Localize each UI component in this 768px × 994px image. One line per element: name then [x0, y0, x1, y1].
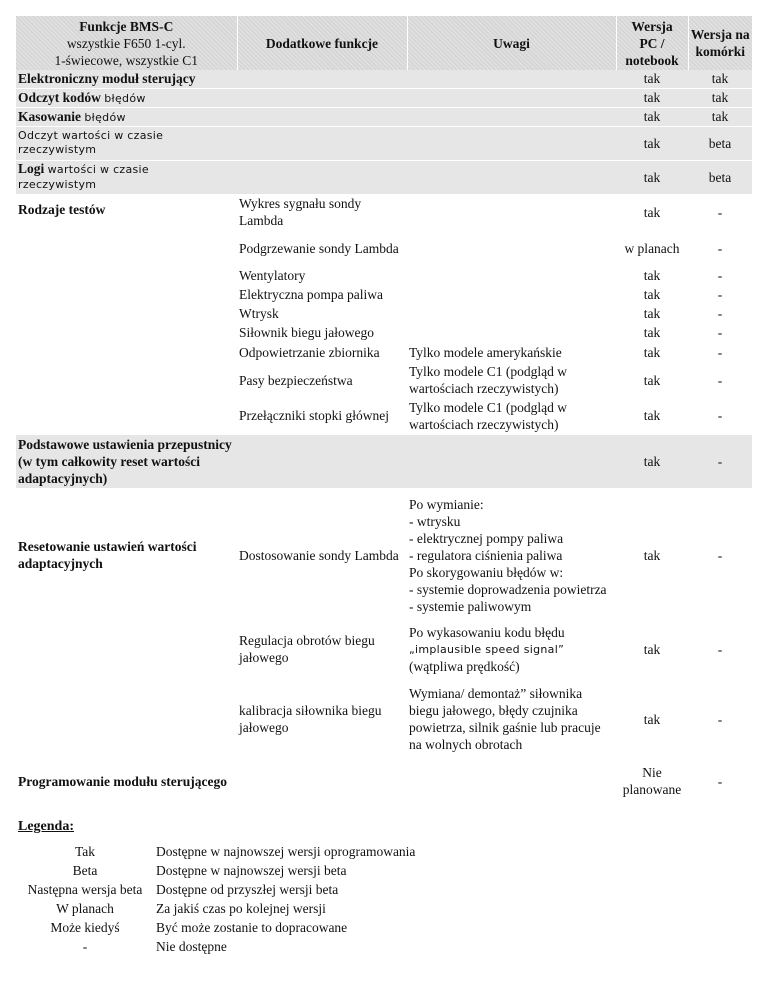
table-row: Przełączniki stopki głównej Tylko modele C1 (podgląd w wartościach rzeczywistych) tak -	[239, 399, 723, 432]
functions-table	[16, 16, 752, 800]
table-row: Elektryczna pompa paliwa tak -	[239, 287, 723, 302]
table-row: Odczyt wartości w czasie rzeczywistym tak beta	[16, 126, 752, 160]
legend-item: Może kiedyś Być może zostanie to dopracowane	[50, 920, 348, 935]
legend-item: Beta Dostępne w najnowszej wersji beta	[72, 863, 347, 878]
legend-item: Następna wersja beta Dostępne od przyszłej wersji beta	[27, 882, 339, 897]
table-row: Regulacja obrotów biegu jałowego Po wykasowaniu kodu błędu „implausible speed signal” (wątpliwa prędkość) tak -	[16, 622, 752, 676]
header-notes: Uwagi	[407, 16, 616, 70]
table-row: kalibracja siłownika biegu jałowego Wymiana/ demontaż” siłownika biegu jałowego, błędy czujnika powietrza, silnik gaśnie lub pracuje na wolnych obrotach tak -	[16, 676, 752, 762]
legend-item: W planach Za jakiś czas po kolejnej wersji	[56, 901, 326, 916]
header-pc-version: Wersja PC / notebook	[616, 16, 688, 70]
table-row: Odczyt kodów błędów tak tak	[16, 88, 752, 107]
legend-item: Tak Dostępne w najnowszej wersji oprogramowania	[74, 844, 416, 859]
header-mobile-version: Wersja na komórki	[688, 16, 752, 70]
table-row: Podgrzewanie sondy Lambda w planach -	[239, 240, 723, 256]
table-row: Resetowanie ustawień wartości adaptacyjnych Dostosowanie sondy Lambda Po wymianie: - wtrysku - elektrycznej pompy paliwa - regulatora ciśnienia paliwa Po skorygowaniu błędów w: - systemie doprowadzenia powietrza - systemie paliwowym tak -	[16, 488, 752, 622]
table-row: Kasowanie błędów tak tak	[16, 107, 752, 126]
table-row: Siłownik biegu jałowego tak -	[239, 325, 723, 340]
header-extra-functions: Dodatkowe funkcje	[237, 16, 407, 70]
legend-title: Legenda:	[18, 819, 74, 834]
table-row: Elektroniczny moduł sterujący tak tak	[16, 70, 752, 88]
table-row: Podstawowe ustawienia przepustnicy (w tym całkowity reset wartości adaptacyjnych) tak -	[16, 434, 752, 488]
table-row: Programowanie modułu sterującego Nie planowane -	[16, 762, 752, 800]
header-functions: Funkcje BMS-C wszystkie F650 1-cyl. 1-świecowe, wszystkie C1	[16, 16, 237, 70]
legend	[16, 842, 415, 956]
table-row: Logi wartości w czasie rzeczywistym tak beta	[16, 160, 752, 194]
table-row: Wentylatory tak -	[239, 268, 723, 283]
table-row: Odpowietrzanie zbiornika Tylko modele amerykańskie tak -	[239, 344, 723, 360]
table-header	[16, 16, 752, 70]
table-row: Wtrysk tak -	[239, 306, 723, 321]
legend-item: - Nie dostępne	[82, 939, 227, 954]
table-row: Rodzaje testów Wykres sygnału sondy Lambda tak -	[16, 194, 752, 230]
table-row: Pasy bezpieczeństwa Tylko modele C1 (podgląd w wartościach rzeczywistych) tak -	[239, 364, 723, 396]
